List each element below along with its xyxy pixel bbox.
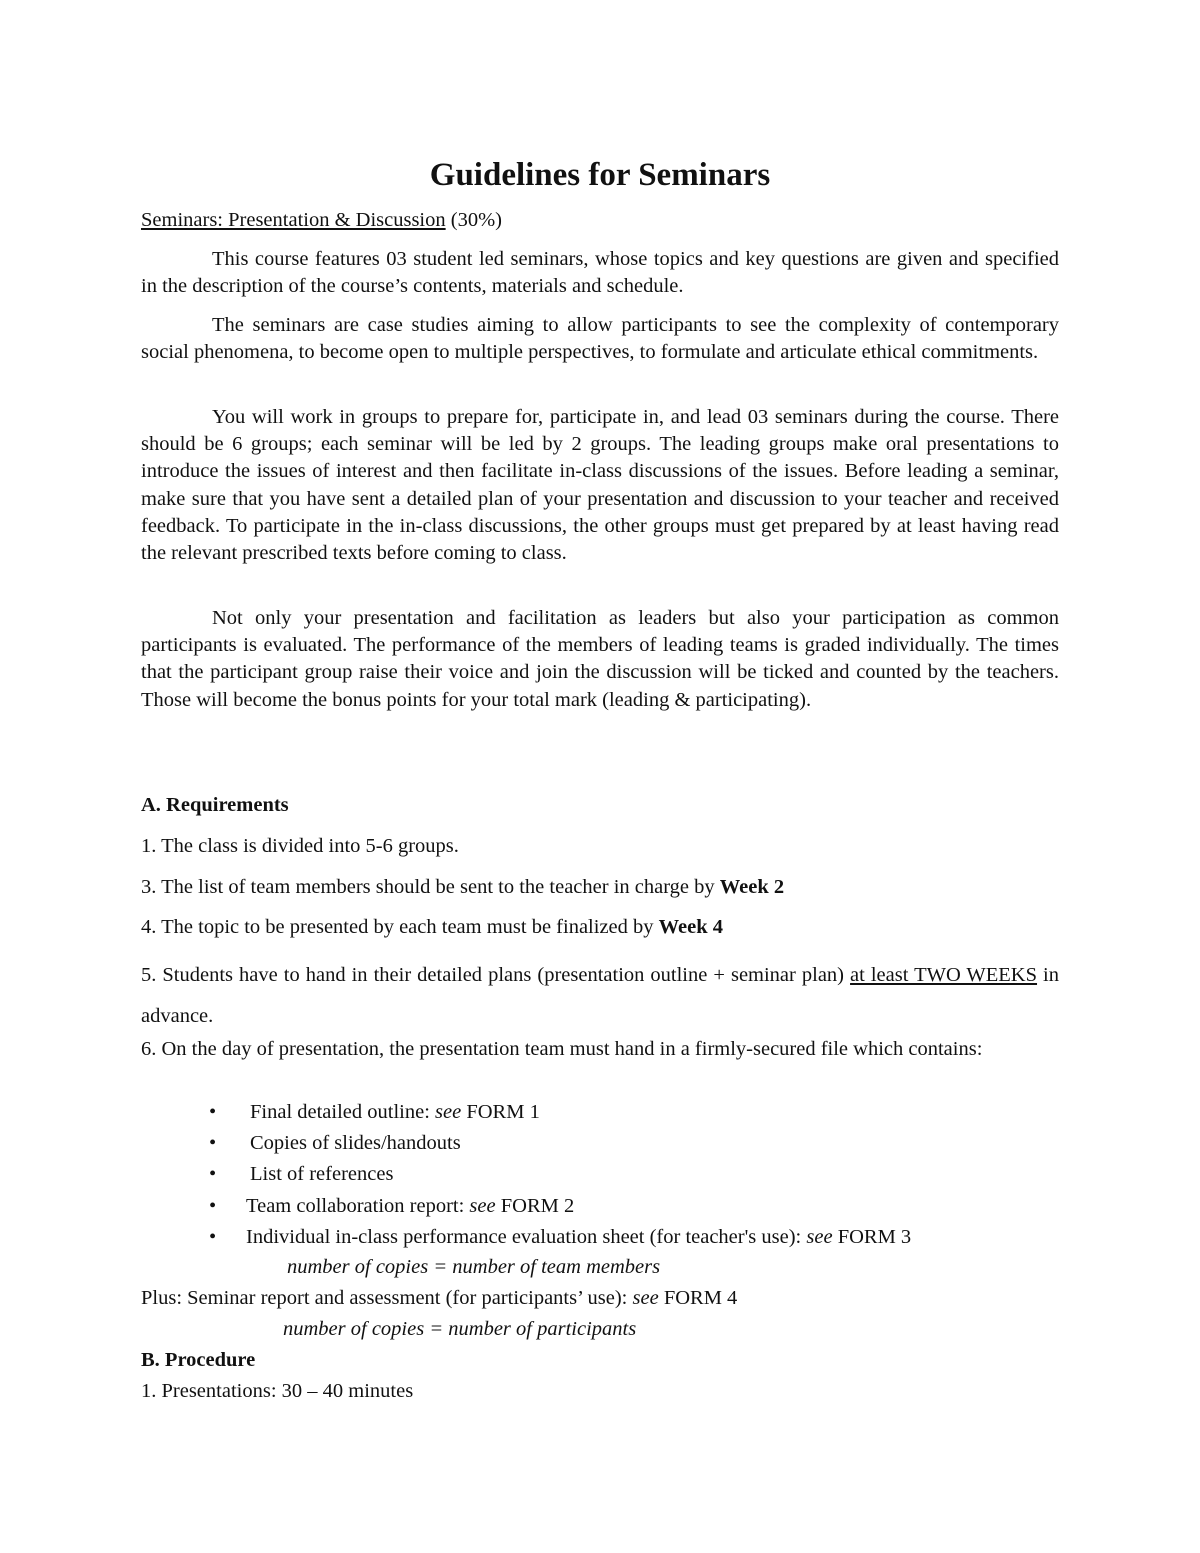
list-item-text: Final detailed outline: (250, 1101, 436, 1123)
requirement-4-deadline: Week 4 (658, 916, 723, 938)
list-item (205, 1222, 911, 1253)
bullet-icon: • (209, 1163, 217, 1186)
section-subtitle (141, 207, 502, 233)
procedure-item-1: 1. Presentations: 30 – 40 minutes (141, 1380, 414, 1402)
page-title: Guidelines for Seminars (429, 157, 771, 193)
procedure-heading: B. Procedure (141, 1349, 256, 1371)
list-item (205, 1159, 911, 1190)
bullet-icon: • (209, 1225, 217, 1248)
list-item-form: FORM 1 (461, 1101, 540, 1123)
copies-note-team: number of copies = number of team members (287, 1256, 661, 1278)
paragraph-1: This course features 03 student led seminars, whose topics and key questions are given and specified in the description of the course’s contents, materials and schedule. (141, 248, 1059, 298)
list-item (205, 1097, 911, 1128)
requirement-5-after: in advance. (141, 964, 1060, 1027)
subtitle-underlined: Seminars: Presentation & Discussion (141, 209, 446, 231)
bullet-icon: • (209, 1194, 217, 1217)
list-item-text: Copies of slides/handouts (250, 1132, 461, 1155)
requirement-5-deadline: at least TWO WEEKS (850, 964, 1038, 986)
requirement-4 (141, 914, 723, 940)
list-item-see: see (435, 1101, 462, 1123)
requirement-3-text: 3. The list of team members should be sent to the teacher in charge by (141, 876, 720, 898)
list-item-see: see (469, 1194, 496, 1217)
requirement-5 (141, 955, 1059, 1037)
paragraph-3: You will work in groups to prepare for, participate in, and lead 03 seminars during the course. There should be 6 groups; each seminar will be led by 2 groups. The leading groups make oral presentations to introduce the issues of interest and then facilitate in-class discussions of the issues. Before leading a seminar, make sure that you have sent a detailed plan of your presentation and discussion to your teacher and received feedback. To participate in the in-class discussions, the other groups must get prepared by at least having read the relevant prescribed texts before coming to class. (141, 406, 1059, 565)
list-item-text: Team collaboration report: (246, 1194, 470, 1217)
list-item (205, 1191, 911, 1222)
list-item-form: FORM 3 (832, 1225, 912, 1248)
list-item-form: FORM 2 (495, 1194, 575, 1217)
list-item (205, 1128, 911, 1159)
plus-line-see: see (632, 1287, 659, 1309)
plus-line-form: FORM 4 (658, 1287, 738, 1309)
requirements-heading: A. Requirements (141, 794, 289, 816)
requirement-5-text: 5. Students have to hand in their detailed plans (presentation outline + seminar plan) (141, 964, 851, 986)
plus-line-text: Plus: Seminar report and assessment (for participants’ use): (141, 1287, 633, 1309)
file-contents-list (205, 1097, 911, 1253)
list-item-see: see (806, 1225, 833, 1248)
requirement-4-text: 4. The topic to be presented by each team must be finalized by (141, 916, 659, 938)
bullet-icon: • (209, 1101, 217, 1123)
requirement-3-deadline: Week 2 (719, 876, 785, 898)
requirement-6: 6. On the day of presentation, the presentation team must hand in a firmly-secured file which contains: (141, 1038, 983, 1060)
list-item-text: List of references (250, 1163, 394, 1186)
bullet-icon: • (209, 1132, 217, 1155)
requirement-3 (141, 874, 784, 900)
subtitle-weight: (30%) (445, 209, 502, 231)
paragraph-4: Not only your presentation and facilitation as leaders but also your participation as common participants is evaluated. The performance of the members of leading teams is graded individually. The times that the participant group raise their voice and join the discussion will be ticked and counted by the teachers. Those will become the bonus points for your total mark (leading & participating). (141, 607, 1059, 711)
requirement-1: 1. The class is divided into 5-6 groups. (141, 835, 459, 857)
plus-line (141, 1285, 737, 1311)
paragraph-2: The seminars are case studies aiming to allow participants to see the complexity of contemporary social phenomena, to become open to multiple perspectives, to formulate and articulate ethical commitments. (141, 314, 1059, 364)
copies-note-participants: number of copies = number of participants (283, 1318, 637, 1340)
list-item-text: Individual in-class performance evaluation sheet (for teacher's use): (246, 1225, 807, 1248)
